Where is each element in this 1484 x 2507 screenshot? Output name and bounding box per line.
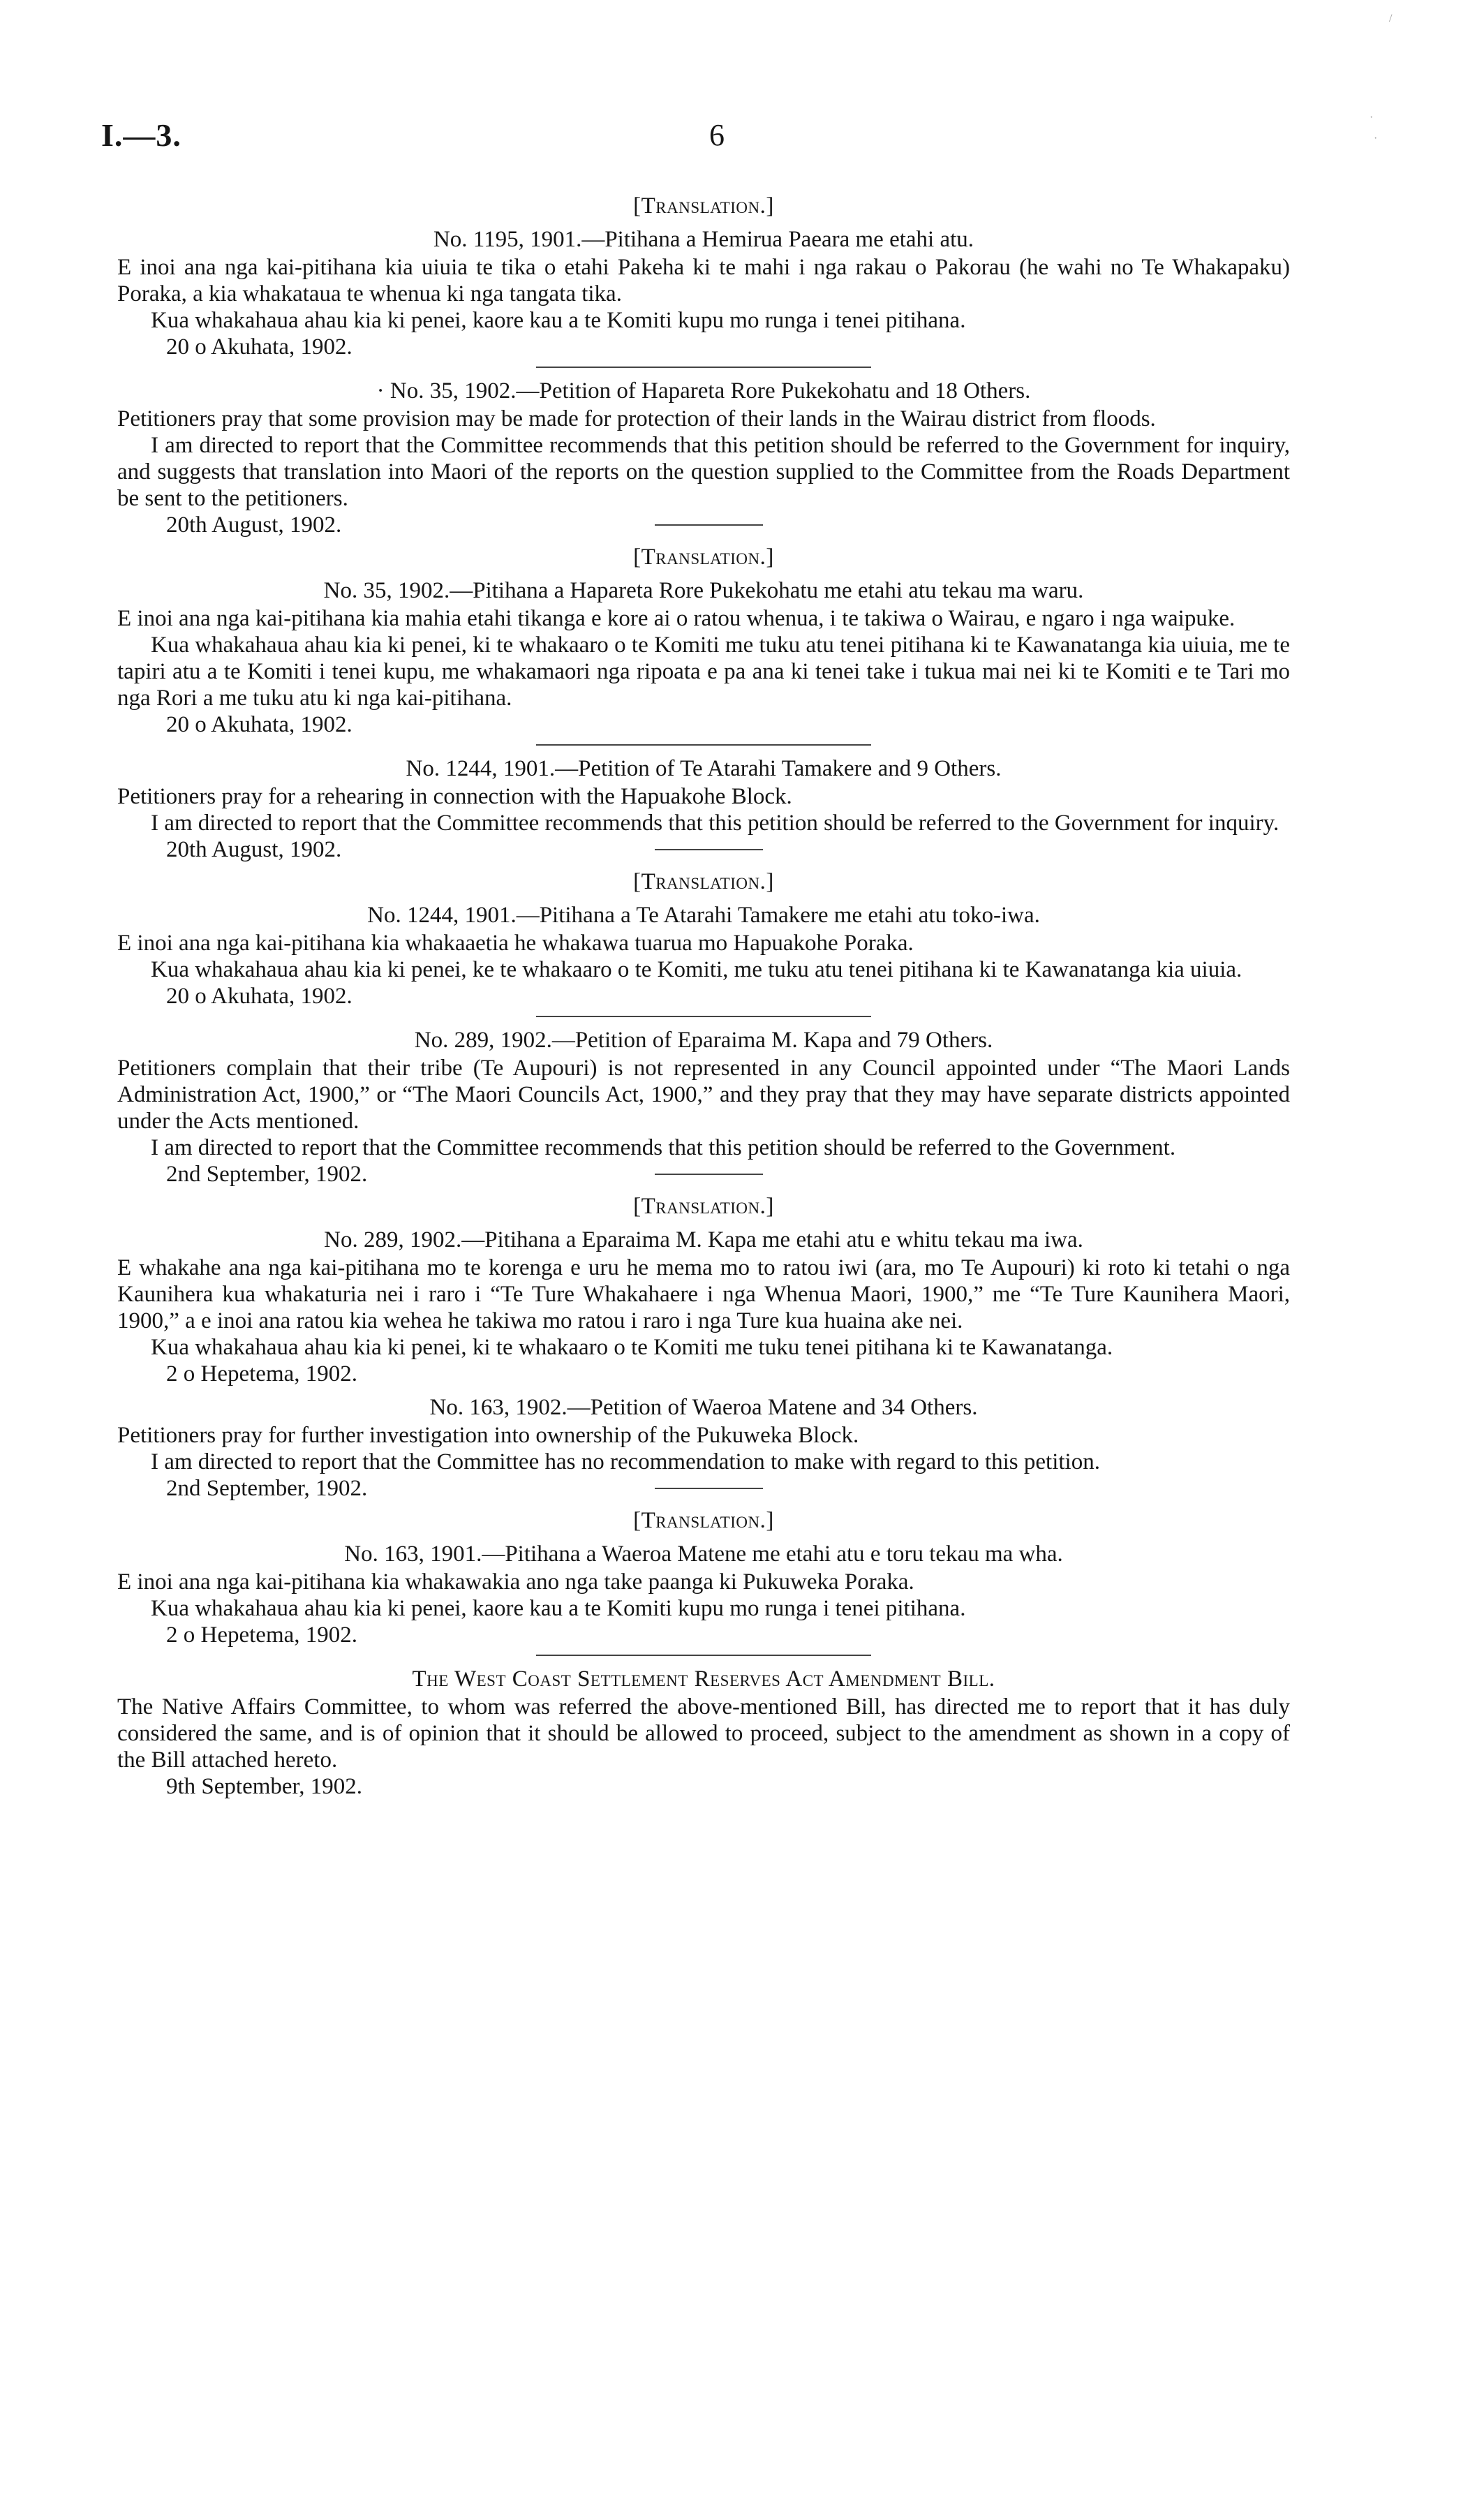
report-paragraph: Kua whakahaua ahau kia ki penei, kaore kau a te Komiti kupu mo runga i tenei pitihana. [151,308,966,333]
report-date: 20th August, 1902. [166,512,342,538]
petition-paragraph: E whakahe ana nga kai-pitihana mo te korenga e uru he mema mo to ratou iwi (ara, mo Te Aupouri) ki roto ki tetahi o nga Kaunihera kua whakaturia nei i raro i “Te Ture Whakahaere i nga Whenua Maori, 1900,” me “Te Ture Kaunihera Maori, 1900,” a e inoi ana ratou kia wehea he takiwa mo ratou i raro i nga Ture kua huaina ake nei. [117,1255,1290,1333]
short-divider [655,524,763,526]
translation-heading: [Translation.] [633,869,774,894]
date-line [117,836,1290,863]
short-divider [655,849,763,850]
document-reference: I.—3. [101,117,181,153]
document-body [117,187,1290,1800]
report-paragraph: Kua whakahaua ahau kia ki penei, ki te whakaaro o te Komiti me tuku atu tenei pitihana ki te Kawanatanga kia uiuia, me te tapiri atu a te Komiti i tenei kupu, me whakamaori nga ripoata e pa ana ki tenei take i tukua mai nei ki te Komiti e te Tari mo nga Rori a me tuku atu ki nga kai-pitihana. [117,633,1290,711]
translation-heading: [Translation.] [633,1194,774,1219]
section-divider [536,744,871,746]
page-number: 6 [709,118,725,152]
report-paragraph: I am directed to report that the Committee recommends that this petition should be referred to the Government for inquiry. [151,811,1279,836]
report-paragraph: Kua whakahaua ahau kia ki penei, ki te whakaaro o te Komiti me tuku tenei pitihana ki te Kawanatanga. [151,1335,1113,1360]
section-divider [536,1655,871,1656]
petition-title: No. 35, 1902.—Pitihana a Hapareta Rore Pukekohatu me etahi atu tekau ma waru. [323,578,1084,603]
date-line [117,512,1290,538]
report-date: 20 o Akuhata, 1902. [166,334,353,360]
report-date: 2 o Hepetema, 1902. [166,1622,358,1648]
report-date: 20 o Akuhata, 1902. [166,712,353,737]
report-paragraph: I am directed to report that the Committee recommends that this petition should be referred to the Government for inquiry, and suggests that translation into Maori of the reports on the question supplied to the Committee from the Roads Department be sent to the petitioners. [117,433,1290,511]
scan-mark: · [1370,112,1374,124]
petition-paragraph: E inoi ana nga kai-pitihana kia whakaaetia he whakawa tuarua mo Hapuakohe Poraka. [117,931,914,956]
petition-title: No. 289, 1902.—Petition of Eparaima M. Kapa and 79 Others. [414,1028,993,1053]
section-divider [536,367,871,368]
petition-title: No. 289, 1902.—Pitihana a Eparaima M. Kapa me etahi atu e whitu tekau ma iwa. [324,1227,1083,1252]
translation-heading: [Translation.] [633,1508,774,1533]
report-paragraph: I am directed to report that the Committee has no recommendation to make with regard to this petition. [151,1449,1100,1474]
date-line [117,1622,1290,1648]
report-date: 20 o Akuhata, 1902. [166,984,353,1009]
petition-paragraph: Petitioners pray for further investigation into ownership of the Pukuweka Block. [117,1423,859,1448]
report-date: 9th September, 1902. [166,1774,362,1799]
petition-paragraph: E inoi ana nga kai-pitihana kia whakawakia ano nga take paanga ki Pukuweka Poraka. [117,1569,914,1595]
report-paragraph: Kua whakahaua ahau kia ki penei, kaore kau a te Komiti kupu mo runga i tenei pitihana. [151,1596,966,1621]
short-divider [655,1174,763,1175]
petition-title: No. 163, 1902.—Petition of Waeroa Matene and 34 Others. [429,1395,978,1420]
petition-paragraph: The Native Affairs Committee, to whom was referred the above-mentioned Bill, has directed me to report that it has duly considered the same, and is of opinion that it should be allowed to proceed, subject to the amendment as shown in a copy of the Bill attached hereto. [117,1694,1290,1773]
petition-title: · No. 35, 1902.—Petition of Hapareta Rore Pukekohatu and 18 Others. [376,378,1031,404]
petition-paragraph: E inoi ana nga kai-pitihana kia mahia etahi tikanga e kore ai o ratou whenua, i te takiwa o Wairau, e ngaro i nga waipuke. [117,606,1236,631]
short-divider [655,1488,763,1489]
petition-paragraph: Petitioners pray that some provision may be made for protection of their lands in the Wairau district from floods. [117,406,1156,431]
report-date: 20th August, 1902. [166,837,342,862]
report-paragraph: Kua whakahaua ahau kia ki penei, ke te whakaaro o te Komiti, me tuku atu tenei pitihana ki te Kawanatanga kia uiuia. [151,957,1242,982]
section-divider [536,1016,871,1017]
petition-paragraph: Petitioners pray for a rehearing in connection with the Hapuakohe Block. [117,784,792,809]
report-date: 2nd September, 1902. [166,1162,368,1187]
petition-title: No. 1244, 1901.—Petition of Te Atarahi Tamakere and 9 Others. [406,756,1002,781]
petition-title: No. 163, 1901.—Pitihana a Waeroa Matene me etahi atu e toru tekau ma wha. [344,1541,1063,1567]
date-line [117,334,1290,360]
scan-mark: · [1374,133,1378,145]
petition-title: No. 1244, 1901.—Pitihana a Te Atarahi Tamakere me etahi atu toko-iwa. [367,903,1040,928]
scan-mark: / [1389,13,1393,24]
date-line [117,1361,1290,1387]
petition-title: The West Coast Settlement Reserves Act Amendment Bill. [412,1666,995,1692]
translation-heading: [Translation.] [633,545,774,570]
date-line [117,1475,1290,1502]
report-date: 2nd September, 1902. [166,1476,368,1501]
date-line [117,1161,1290,1188]
report-paragraph: I am directed to report that the Committee recommends that this petition should be referred to the Government. [151,1135,1176,1160]
translation-heading: [Translation.] [633,193,774,219]
petition-title: No. 1195, 1901.—Pitihana a Hemirua Paeara me etahi atu. [433,227,974,252]
date-line [117,1773,1290,1800]
date-line [117,711,1290,738]
petition-paragraph: E inoi ana nga kai-pitihana kia uiuia te tika o etahi Pakeha ki te mahi i nga rakau o Pakorau (he wahi no Te Whakapaku) Poraka, a kia whakataua te whenua ki nga tangata tika. [117,255,1290,306]
petition-paragraph: Petitioners complain that their tribe (Te Aupouri) is not represented in any Council appointed under “The Maori Lands Administration Act, 1900,” or “The Maori Councils Act, 1900,” and they pray that they may have separate districts appointed under the Acts mentioned. [117,1056,1290,1134]
date-line [117,983,1290,1010]
report-date: 2 o Hepetema, 1902. [166,1361,358,1386]
